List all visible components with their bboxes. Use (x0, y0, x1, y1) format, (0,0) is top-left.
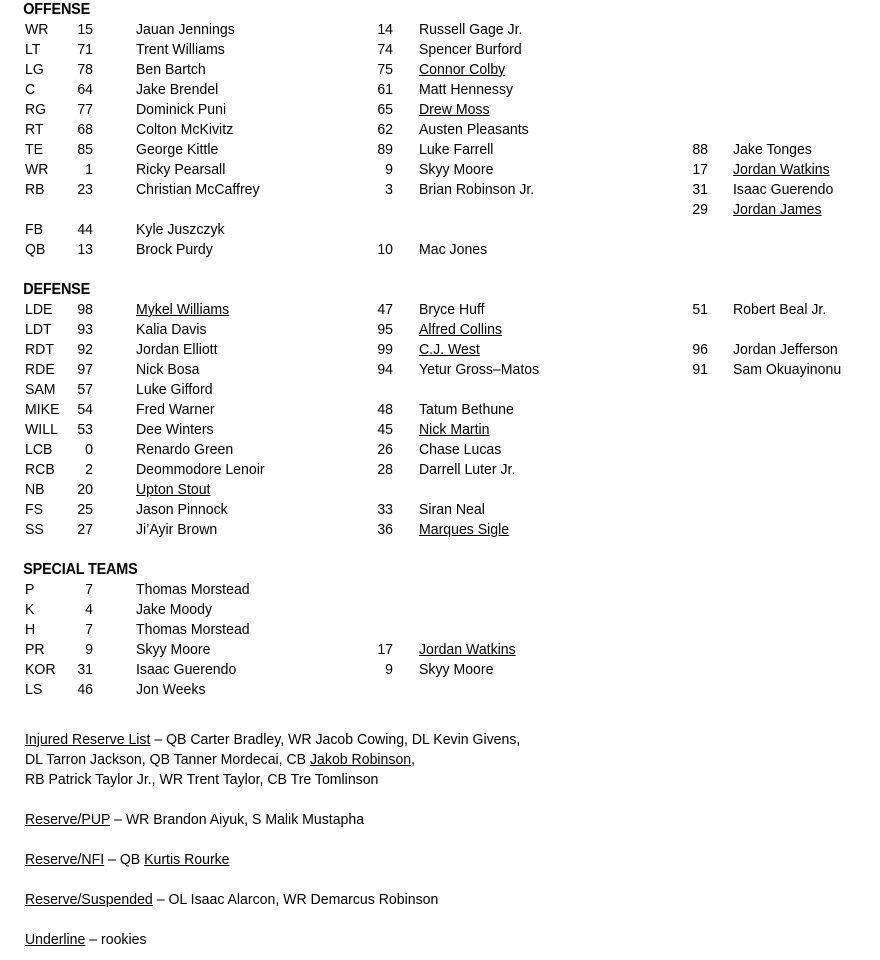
jersey-number: 85 (77, 141, 93, 158)
jersey-number: 96 (692, 341, 708, 358)
note-dash: – (152, 891, 169, 908)
player-name: Luke Gifford (136, 381, 213, 398)
position-label: LT (25, 41, 41, 58)
note-reserve-pup (25, 810, 842, 830)
player-name: C.J. West (419, 341, 480, 358)
section-heading-special-teams: SPECIAL TEAMS (23, 561, 138, 578)
jersey-number: 0 (85, 441, 93, 458)
player-name: Jordan James (733, 201, 822, 218)
jersey-number: 36 (377, 521, 393, 538)
player-name: Ji’Ayir Brown (136, 521, 218, 538)
jersey-number: 53 (77, 421, 93, 438)
player-name: Russell Gage Jr. (419, 21, 523, 38)
jersey-number: 9 (385, 661, 393, 678)
depth-row (0, 360, 880, 380)
player-name: Tatum Bethune (419, 401, 514, 418)
position-label: RB (25, 181, 45, 198)
depth-row (0, 120, 880, 140)
jersey-number: 14 (377, 21, 393, 38)
depth-row (0, 140, 880, 160)
depth-row (0, 380, 880, 400)
player-name: Nick Martin (419, 421, 490, 438)
jersey-number: 51 (692, 301, 708, 318)
player-name: Chase Lucas (419, 441, 502, 458)
position-label: LS (25, 681, 43, 698)
jersey-number: 45 (377, 421, 393, 438)
note-text: WR Brandon Aiyuk, S Malik Mustapha (125, 811, 365, 828)
position-label: LDE (25, 301, 53, 318)
player-name: Thomas Morstead (136, 581, 250, 598)
jersey-number: 29 (692, 201, 708, 218)
depth-row (0, 680, 880, 700)
note-rookie-name: Kurtis Rourke (144, 851, 230, 868)
position-label: WR (25, 21, 49, 38)
player-name: Thomas Morstead (136, 621, 250, 638)
jersey-number: 89 (377, 141, 393, 158)
player-name: Brian Robinson Jr. (419, 181, 535, 198)
jersey-number: 91 (692, 361, 708, 378)
position-label: PR (25, 641, 45, 658)
roster-notes (25, 730, 845, 950)
player-name: Dominick Puni (136, 101, 227, 118)
jersey-number: 74 (377, 41, 393, 58)
note-dash: – (104, 851, 120, 868)
jersey-number: 71 (77, 41, 93, 58)
position-label: H (25, 621, 36, 638)
depth-row (0, 320, 880, 340)
position-label: QB (25, 241, 46, 258)
jersey-number: 48 (377, 401, 393, 418)
jersey-number: 64 (77, 81, 93, 98)
player-name: Trent Williams (136, 41, 225, 58)
note-dash: – (85, 931, 102, 948)
jersey-number: 33 (377, 501, 393, 518)
player-name: Jake Brendel (136, 81, 219, 98)
note-label: Reserve/Suspended (25, 891, 153, 908)
jersey-number: 95 (377, 321, 393, 338)
jersey-number: 46 (77, 681, 93, 698)
player-name: Isaac Guerendo (733, 181, 834, 198)
depth-row (0, 460, 880, 480)
section-offense (0, 0, 880, 260)
position-label: FS (25, 501, 44, 518)
jersey-number: 9 (385, 161, 393, 178)
jersey-number: 27 (77, 521, 93, 538)
player-name: Marques Sigle (419, 521, 510, 538)
jersey-number: 44 (77, 221, 93, 238)
section-special-teams (0, 560, 880, 700)
jersey-number: 93 (77, 321, 93, 338)
player-name: Yetur Gross–Matos (419, 361, 540, 378)
player-name: Christian McCaffrey (136, 181, 260, 198)
player-name: Skyy Moore (419, 161, 494, 178)
position-label: RG (25, 101, 47, 118)
note-text: rookies (101, 931, 147, 948)
depth-row (0, 240, 880, 260)
position-label: WILL (25, 421, 58, 438)
player-name: Jordan Elliott (136, 341, 218, 358)
jersey-number: 3 (385, 181, 393, 198)
jersey-number: 15 (77, 21, 93, 38)
depth-row (0, 640, 880, 660)
note-label: Underline (25, 931, 86, 948)
jersey-number: 57 (77, 381, 93, 398)
section-defense (0, 280, 880, 540)
jersey-number: 7 (85, 621, 93, 638)
player-name: Connor Colby (419, 61, 506, 78)
player-name: Sam Okuayinonu (733, 361, 842, 378)
position-label: RT (25, 121, 44, 138)
note-text: RB Patrick Taylor Jr., WR Trent Taylor, CB Tre Tomlinson (25, 771, 379, 788)
depth-row (0, 60, 880, 80)
jersey-number: 17 (377, 641, 393, 658)
jersey-number: 65 (377, 101, 393, 118)
jersey-number: 10 (377, 241, 393, 258)
depth-row (0, 600, 880, 620)
player-name: Drew Moss (419, 101, 490, 118)
depth-row (0, 340, 880, 360)
player-name: Robert Beal Jr. (733, 301, 827, 318)
note-label: Reserve/NFI (25, 851, 105, 868)
position-label: TE (25, 141, 44, 158)
jersey-number: 20 (77, 481, 93, 498)
note-underline-legend (25, 930, 842, 950)
note-text: DL Tarron Jackson, QB Tanner Mordecai, CB (25, 751, 311, 768)
player-name: Deommodore Lenoir (136, 461, 265, 478)
position-label: LG (25, 61, 44, 78)
depth-row (0, 80, 880, 100)
jersey-number: 2 (85, 461, 93, 478)
position-label: FB (25, 221, 44, 238)
jersey-number: 31 (77, 661, 93, 678)
jersey-number: 26 (377, 441, 393, 458)
depth-row (0, 100, 880, 120)
note-reserve-suspended (25, 890, 842, 910)
note-label: Injured Reserve List (25, 731, 151, 748)
depth-row (0, 160, 880, 180)
jersey-number: 75 (377, 61, 393, 78)
position-label: WR (25, 161, 49, 178)
player-name: Dee Winters (136, 421, 214, 438)
note-text: QB (119, 851, 145, 868)
jersey-number: 17 (692, 161, 708, 178)
jersey-number: 68 (77, 121, 93, 138)
jersey-number: 94 (377, 361, 393, 378)
player-name: Luke Farrell (419, 141, 494, 158)
player-name: Mykel Williams (136, 301, 230, 318)
player-name: Brock Purdy (136, 241, 213, 258)
jersey-number: 54 (77, 401, 93, 418)
player-name: Kalia Davis (136, 321, 207, 338)
jersey-number: 97 (77, 361, 93, 378)
position-label: C (25, 81, 36, 98)
note-rookie-name: Jakob Robinson (310, 751, 412, 768)
player-name: Spencer Burford (419, 41, 522, 58)
player-name: Colton McKivitz (136, 121, 234, 138)
player-name: Matt Hennessy (419, 81, 514, 98)
note-dash: – (110, 811, 126, 828)
depth-row (0, 20, 880, 40)
depth-row (0, 400, 880, 420)
player-name: Ben Bartch (136, 61, 206, 78)
jersey-number: 23 (77, 181, 93, 198)
position-label: K (25, 601, 35, 618)
depth-row (0, 40, 880, 60)
jersey-number: 13 (77, 241, 93, 258)
jersey-number: 9 (85, 641, 93, 658)
player-name: Nick Bosa (136, 361, 200, 378)
player-name: Jordan Watkins (733, 161, 830, 178)
position-label: SAM (25, 381, 56, 398)
jersey-number: 61 (377, 81, 393, 98)
depth-row (0, 300, 880, 320)
depth-row (0, 660, 880, 680)
player-name: Isaac Guerendo (136, 661, 237, 678)
position-label: P (25, 581, 35, 598)
position-label: RCB (25, 461, 55, 478)
player-name: Alfred Collins (419, 321, 503, 338)
player-name: Upton Stout (136, 481, 211, 498)
depth-row (0, 580, 880, 600)
depth-row (0, 480, 880, 500)
player-name: Kyle Juszczyk (136, 221, 225, 238)
player-name: Bryce Huff (419, 301, 485, 318)
player-name: Jauan Jennings (136, 21, 235, 38)
jersey-number: 78 (77, 61, 93, 78)
depth-row (0, 500, 880, 520)
player-name: Fred Warner (136, 401, 215, 418)
note-text: OL Isaac Alarcon, WR Demarcus Robinson (168, 891, 439, 908)
note-injured-reserve (25, 730, 842, 790)
player-name: Skyy Moore (136, 641, 211, 658)
note-text: , (411, 751, 416, 768)
jersey-number: 92 (77, 341, 93, 358)
position-label: NB (25, 481, 45, 498)
jersey-number: 62 (377, 121, 393, 138)
note-dash: – (150, 731, 167, 748)
player-name: Renardo Green (136, 441, 234, 458)
depth-row (0, 620, 880, 640)
player-name: Siran Neal (419, 501, 485, 518)
jersey-number: 88 (692, 141, 708, 158)
section-spacer (0, 540, 880, 560)
depth-row (0, 200, 880, 220)
player-name: Jake Tonges (733, 141, 812, 158)
jersey-number: 4 (85, 601, 93, 618)
player-name: Jon Weeks (136, 681, 206, 698)
section-heading-defense: DEFENSE (23, 281, 91, 298)
section-spacer (0, 260, 880, 280)
jersey-number: 28 (377, 461, 393, 478)
player-name: Jordan Watkins (419, 641, 516, 658)
section-heading-offense: OFFENSE (23, 1, 91, 18)
position-label: LDT (25, 321, 52, 338)
position-label: RDE (25, 361, 55, 378)
depth-row (0, 440, 880, 460)
depth-row (0, 180, 880, 200)
player-name: Jason Pinnock (136, 501, 228, 518)
depth-row (0, 420, 880, 440)
position-label: KOR (25, 661, 56, 678)
depth-row (0, 220, 880, 240)
player-name: George Kittle (136, 141, 219, 158)
jersey-number: 47 (377, 301, 393, 318)
jersey-number: 7 (85, 581, 93, 598)
note-reserve-nfi (25, 850, 842, 870)
jersey-number: 31 (692, 181, 708, 198)
note-label: Reserve/PUP (25, 811, 111, 828)
player-name: Skyy Moore (419, 661, 494, 678)
player-name: Jordan Jefferson (733, 341, 838, 358)
jersey-number: 25 (77, 501, 93, 518)
jersey-number: 99 (377, 341, 393, 358)
jersey-number: 1 (85, 161, 93, 178)
note-text: QB Carter Bradley, WR Jacob Cowing, DL Kevin Givens, (166, 731, 521, 748)
jersey-number: 98 (77, 301, 93, 318)
position-label: LCB (25, 441, 53, 458)
player-name: Mac Jones (419, 241, 488, 258)
position-label: RDT (25, 341, 54, 358)
position-label: MIKE (25, 401, 60, 418)
player-name: Ricky Pearsall (136, 161, 226, 178)
position-label: SS (25, 521, 44, 538)
player-name: Austen Pleasants (419, 121, 529, 138)
depth-row (0, 520, 880, 540)
jersey-number: 77 (77, 101, 93, 118)
player-name: Jake Moody (136, 601, 213, 618)
player-name: Darrell Luter Jr. (419, 461, 516, 478)
